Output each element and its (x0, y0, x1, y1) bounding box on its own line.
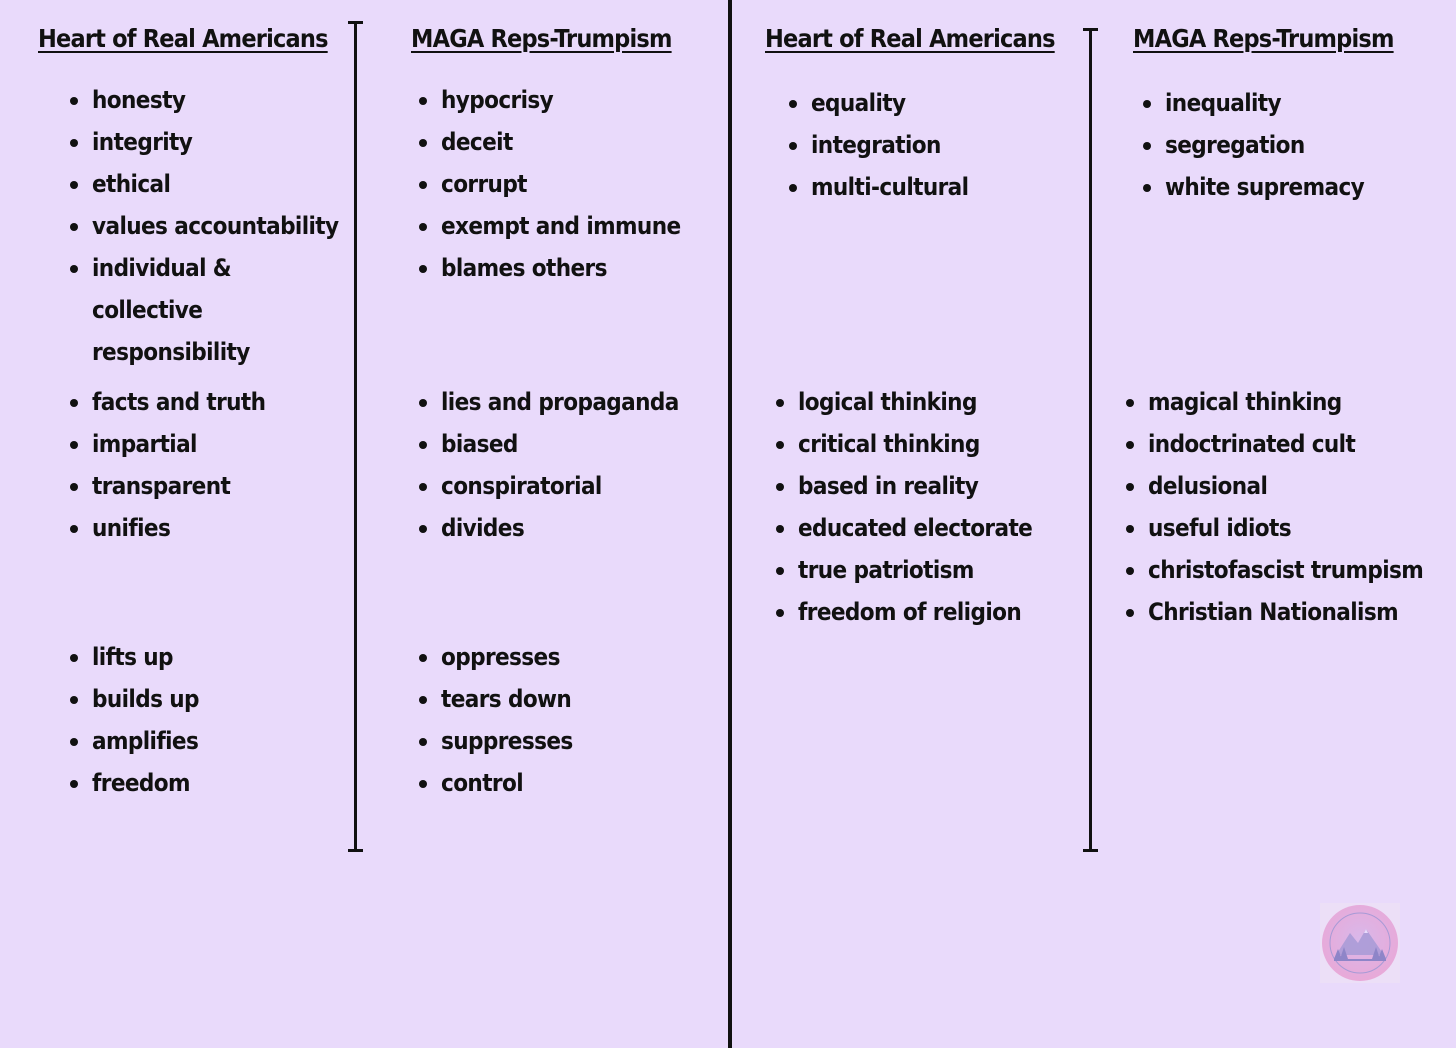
page-divider (728, 0, 732, 1048)
list-item: builds up (92, 678, 199, 720)
right-maga-list-1 (1165, 82, 1364, 208)
list-item: logical thinking (798, 381, 1032, 423)
list-item: suppresses (441, 720, 573, 762)
list-item: inequality (1165, 82, 1364, 124)
list-item: freedom of religion (798, 591, 1032, 633)
list-item: values accountability (92, 205, 337, 247)
list-item: deceit (441, 121, 681, 163)
list-item: hypocrisy (441, 79, 681, 121)
list-item: equality (811, 82, 968, 124)
list-item: multi-cultural (811, 166, 968, 208)
left-real-list-3 (92, 636, 199, 804)
left-panel-heading-real: Heart of Real Americans (38, 24, 328, 53)
list-item: lifts up (92, 636, 199, 678)
list-item: delusional (1148, 465, 1423, 507)
list-item: educated electorate (798, 507, 1032, 549)
list-item: ethical (92, 163, 337, 205)
list-item: christofascist trumpism (1148, 549, 1423, 591)
list-item: critical thinking (798, 423, 1032, 465)
list-item: exempt and immune (441, 205, 681, 247)
list-item: honesty (92, 79, 337, 121)
list-item: conspiratorial (441, 465, 679, 507)
list-item: blames others (441, 247, 681, 289)
list-item: Christian Nationalism (1148, 591, 1423, 633)
list-item: true patriotism (798, 549, 1032, 591)
list-item: control (441, 762, 573, 804)
list-item: amplifies (92, 720, 199, 762)
logo (1320, 903, 1400, 983)
left-real-list-2 (92, 381, 265, 549)
list-item: white supremacy (1165, 166, 1364, 208)
list-item: individual & collective responsibility (92, 247, 337, 373)
list-item: based in reality (798, 465, 1032, 507)
list-item: magical thinking (1148, 381, 1423, 423)
left-real-list-1 (92, 79, 337, 373)
left-maga-list-1 (441, 79, 681, 289)
list-item: corrupt (441, 163, 681, 205)
list-item: biased (441, 423, 679, 465)
right-panel-heading-maga: MAGA Reps-Trumpism (1133, 24, 1394, 53)
right-real-list-2 (798, 381, 1032, 633)
left-panel-heading-maga: MAGA Reps-Trumpism (411, 24, 672, 53)
list-item: unifies (92, 507, 265, 549)
list-item: freedom (92, 762, 199, 804)
left-maga-list-3 (441, 636, 573, 804)
list-item: useful idiots (1148, 507, 1423, 549)
list-item: facts and truth (92, 381, 265, 423)
list-item: lies and propaganda (441, 381, 679, 423)
list-item: indoctrinated cult (1148, 423, 1423, 465)
left-panel-column-divider (354, 21, 357, 852)
list-item: oppresses (441, 636, 573, 678)
list-item: integrity (92, 121, 337, 163)
list-item: impartial (92, 423, 265, 465)
list-item: segregation (1165, 124, 1364, 166)
mountain-forest-emblem-icon (1320, 903, 1400, 983)
right-panel-heading-real: Heart of Real Americans (765, 24, 1055, 53)
right-panel-column-divider (1089, 28, 1092, 852)
list-item: tears down (441, 678, 573, 720)
right-maga-list-2 (1148, 381, 1423, 633)
left-maga-list-2 (441, 381, 679, 549)
list-item: divides (441, 507, 679, 549)
list-item: integration (811, 124, 968, 166)
right-real-list-1 (811, 82, 968, 208)
list-item: transparent (92, 465, 265, 507)
